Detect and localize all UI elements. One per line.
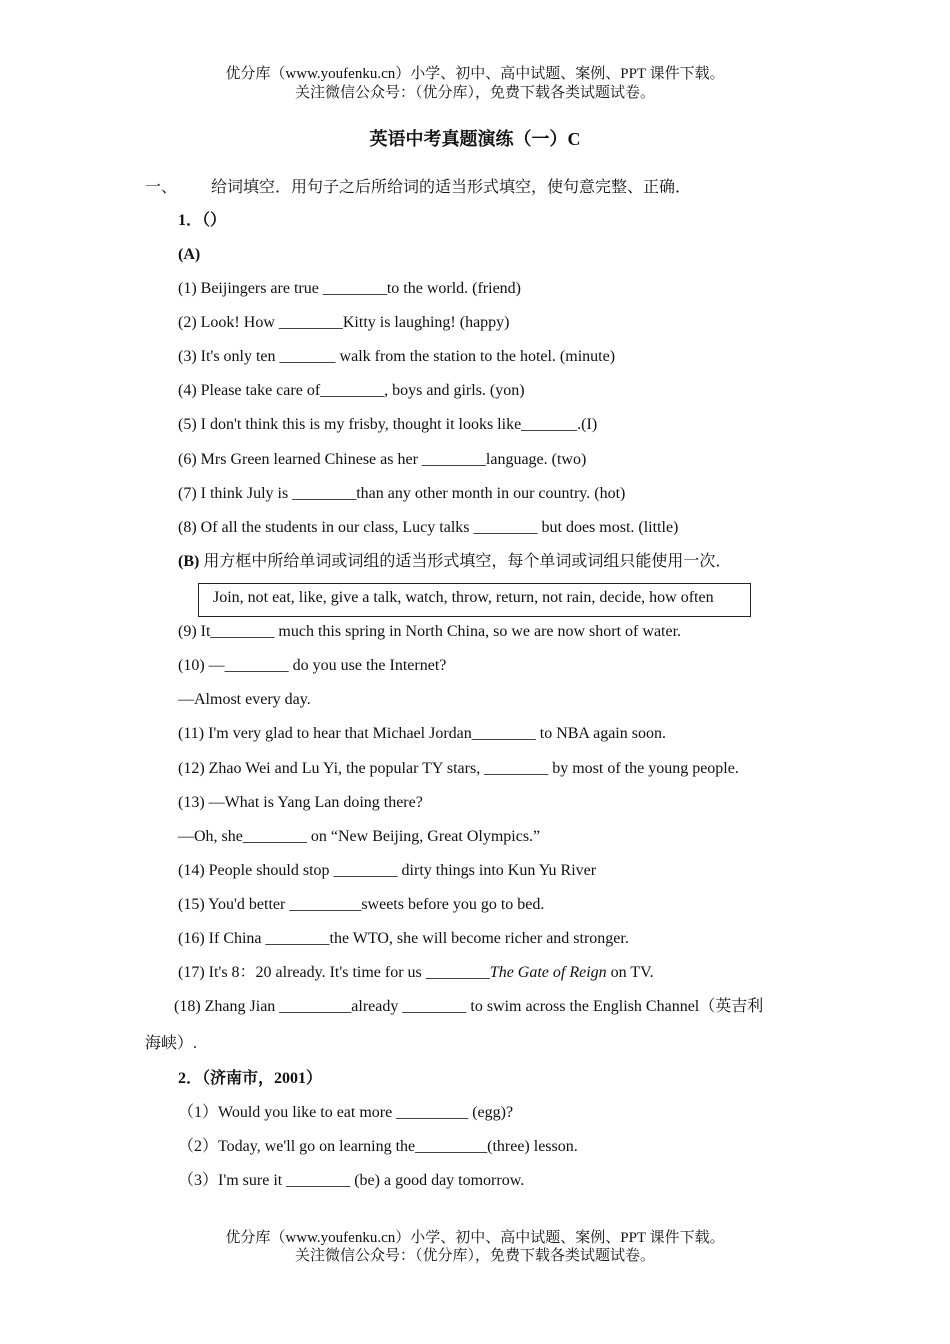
question-2-label: 2．（济南市，2001） xyxy=(178,1070,323,1087)
footer-line-1: 优分库（www.youfenku.cn）小学、初中、高中试题、案例、PPT 课件下载。 xyxy=(225,1230,725,1246)
header-line-2: 关注微信公众号：（优分库），免费下载各类试题试卷。 xyxy=(294,85,655,101)
footer-line-2: 关注微信公众号：（优分库），免费下载各类试题试卷。 xyxy=(294,1248,655,1264)
part-b-instruction: 用方框中所给单词或词组的适当形式填空，每个单词或词组只能使用一次． xyxy=(199,553,732,570)
q17-text-pre: (17) It's 8：20 already. It's time for us ________ xyxy=(178,964,490,981)
header-line-1: 优分库（www.youfenku.cn）小学、初中、高中试题、案例、PPT 课件下载。 xyxy=(225,66,725,82)
question-item-18: (18) Zhang Jian _________already ________ to swim across the English Channel（英吉利 xyxy=(174,998,764,1015)
question-item: (6) Mrs Green learned Chinese as her ________language. (two) xyxy=(178,451,587,468)
question-item: (14) People should stop ________ dirty things into Kun Yu River xyxy=(178,862,597,879)
q17-text-post: on TV. xyxy=(606,964,654,981)
question-item-18-cont: 海峡）. xyxy=(145,1035,198,1052)
question-item: (9) It________ much this spring in North China, so we are now short of water. xyxy=(178,623,682,640)
word-box xyxy=(198,583,751,617)
part-b-line xyxy=(178,552,731,572)
question-item: —Almost every day. xyxy=(178,691,311,708)
word-box-text: Join, not eat, like, give a talk, watch, throw, return, not rain, decide, how often xyxy=(213,589,714,606)
question-1-label: 1．（） xyxy=(178,212,227,229)
question-item: (2) Look! How ________Kitty is laughing! (happy) xyxy=(178,314,510,331)
question-item: (15) You'd better _________sweets before you go to bed. xyxy=(178,896,545,913)
question-item: (11) I'm very glad to hear that Michael Jordan________ to NBA again soon. xyxy=(178,725,666,742)
question-item: (8) Of all the students in our class, Lucy talks ________ but does most. (little) xyxy=(178,519,679,536)
question-item: （2）Today, we'll go on learning the_________(three) lesson. xyxy=(178,1138,578,1155)
question-item: (7) I think July is ________than any other month in our country. (hot) xyxy=(178,485,626,502)
question-item: —Oh, she________ on “New Beijing, Great Olympics.” xyxy=(178,828,541,845)
part-a-label: (A) xyxy=(178,246,201,263)
section-number: 一、 xyxy=(145,179,178,196)
question-item: （1）Would you like to eat more _________ (egg)? xyxy=(178,1104,514,1121)
question-item: （3）I'm sure it ________ (be) a good day tomorrow. xyxy=(178,1172,525,1189)
question-item: (3) It's only ten _______ walk from the station to the hotel. (minute) xyxy=(178,348,616,365)
page-title: 英语中考真题演练（一）C xyxy=(369,129,581,149)
question-item: (1) Beijingers are true ________to the world. (friend) xyxy=(178,280,522,297)
question-item: (12) Zhao Wei and Lu Yi, the popular TY stars, ________ by most of the young people. xyxy=(178,760,739,777)
question-item: (5) I don't think this is my frisby, thought it looks like_______.(I) xyxy=(178,416,598,433)
question-item: (16) If China ________the WTO, she will become richer and stronger. xyxy=(178,930,629,947)
question-item: (13) —What is Yang Lan doing there? xyxy=(178,794,423,811)
question-item-17 xyxy=(178,963,654,983)
question-item: (10) —________ do you use the Internet? xyxy=(178,657,447,674)
part-b-label: (B) xyxy=(178,553,200,570)
q17-program-title: The Gate of Reign xyxy=(489,964,607,981)
question-item: (4) Please take care of________, boys and girls. (yon) xyxy=(178,382,525,399)
section-instruction: 给词填空．用句子之后所给词的适当形式填空，使句意完整、正确． xyxy=(211,179,692,196)
